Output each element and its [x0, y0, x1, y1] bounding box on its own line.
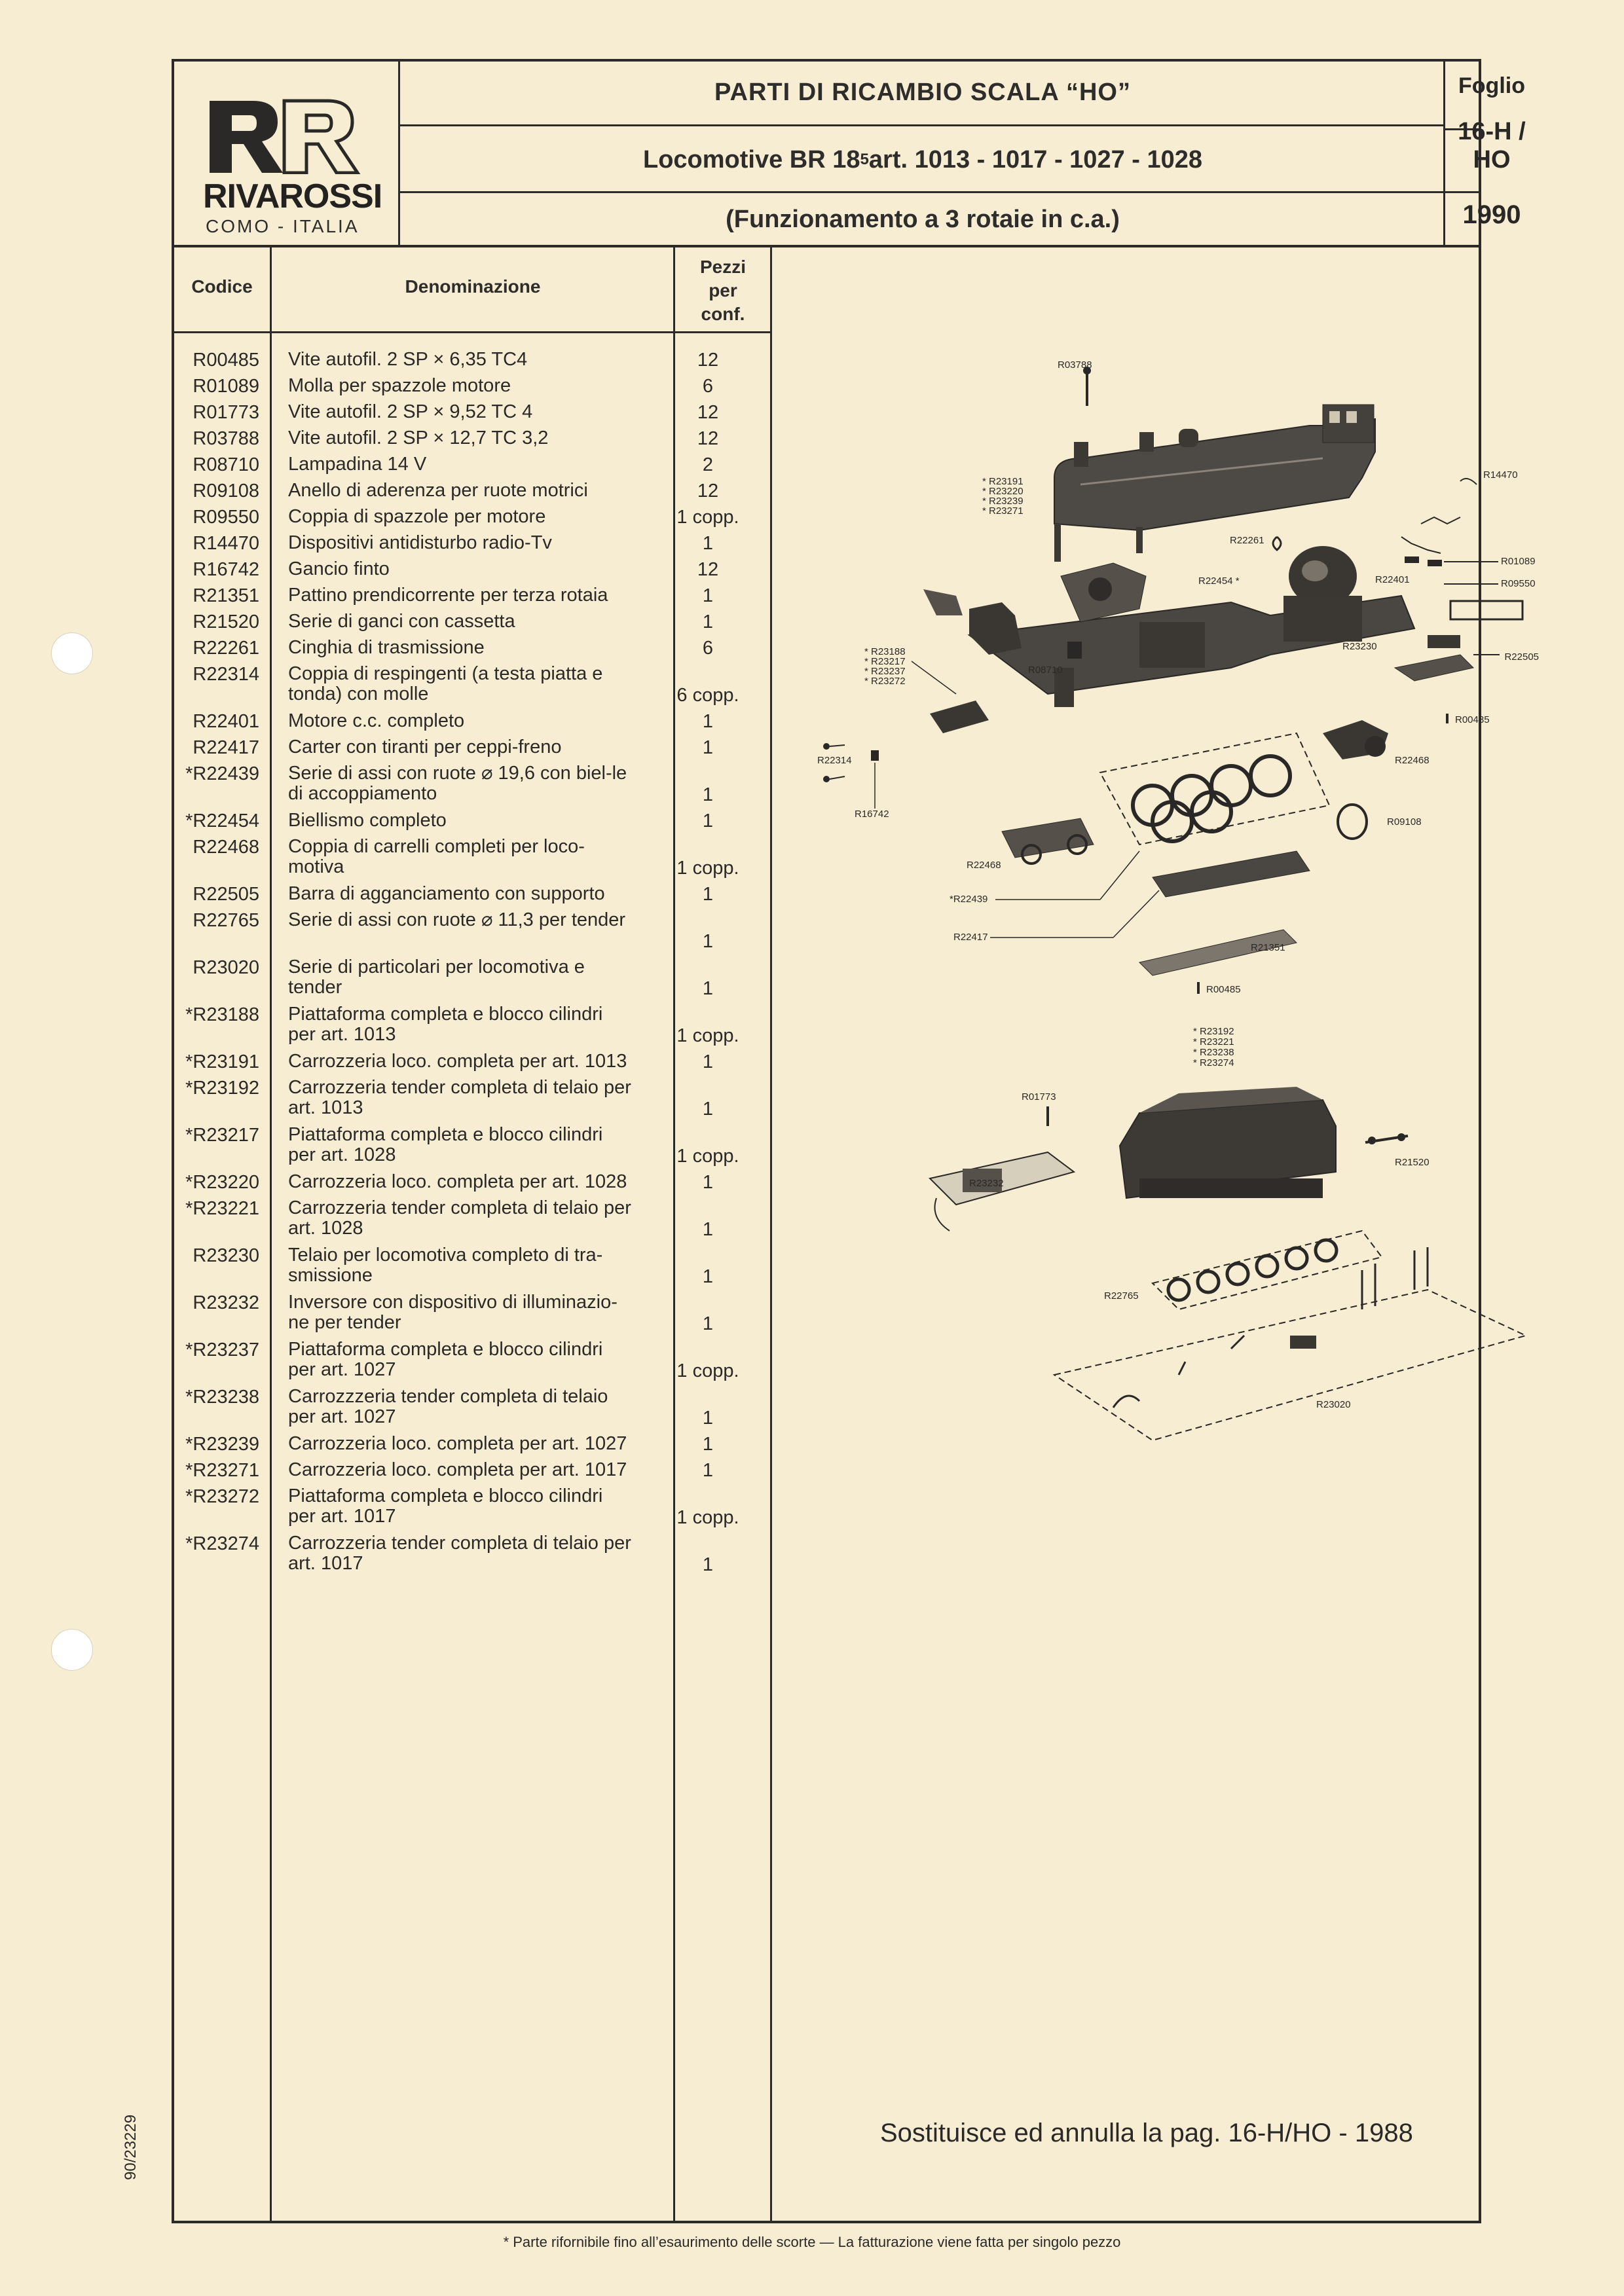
part-quantity: 1 copp. [676, 858, 739, 879]
leader-line [1100, 851, 1139, 900]
tender-body-icon [1120, 1087, 1336, 1198]
subtitle-rest: art. 1013 - 1017 - 1027 - 1028 [868, 145, 1203, 173]
label-R22765: R22765 [1104, 1290, 1139, 1302]
label-R09550: R09550 [1501, 578, 1536, 589]
label-R22468-b: R22468 [967, 860, 1001, 871]
leader-line [1113, 890, 1159, 938]
cylinder-block-icon [923, 589, 1022, 655]
part-quantity: 1 [702, 1460, 714, 1481]
part-quantity: 6 [702, 376, 714, 397]
label-R22505: R22505 [1504, 651, 1539, 663]
dummy-hook-R16742-icon [871, 750, 879, 761]
part-code: R23232 [193, 1292, 259, 1313]
part-quantity: 1 [702, 585, 714, 606]
label-plat-group-3: * R23237 [864, 666, 906, 677]
part-code: *R23217 [185, 1125, 259, 1146]
drive-wheels-R22439-icon [1100, 733, 1329, 845]
part-quantity: 1 copp. [676, 1507, 739, 1528]
label-loco-group-3: * R23239 [982, 496, 1024, 507]
footnote: * Parte rifornibile fino all’esaurimento delle scorte — La fatturazione viene fatta per singolo pezzo [503, 2234, 1121, 2250]
part-quantity: 1 [702, 1099, 714, 1120]
replacement-note: Sostituisce ed annulla la pag. 16-H/HO - 1988 [880, 2119, 1413, 2147]
label-R22439: *R22439 [950, 894, 988, 905]
sheet-label: Foglio [1458, 73, 1525, 98]
part-quantity: 1 [702, 711, 714, 732]
label-plat-group-1: * R23188 [864, 646, 906, 657]
part-code: R23230 [193, 1245, 259, 1266]
header-divider [398, 124, 1443, 126]
part-code: R08710 [193, 454, 259, 475]
part-code: R01773 [193, 402, 259, 423]
part-quantity: 12 [697, 350, 719, 371]
part-code: R22468 [193, 837, 259, 858]
sheet-year: 1990 [1462, 200, 1521, 229]
part-code: R21351 [193, 585, 259, 606]
label-loco-group-2: * R23220 [982, 486, 1024, 497]
part-code: R21520 [193, 611, 259, 632]
part-quantity: 6 copp. [676, 685, 739, 706]
part-quantity: 1 copp. [676, 507, 739, 528]
brush-holder-icon [1450, 601, 1522, 619]
page-subtitle [401, 128, 1445, 191]
label-R22454: R22454 * [1198, 575, 1240, 587]
part-code: *R23192 [185, 1078, 259, 1099]
part-quantity: 12 [697, 428, 719, 449]
part-description: Serie di ganci con cassetta [288, 611, 515, 632]
pilot-truck-icon [930, 701, 989, 733]
part-code: R09108 [193, 481, 259, 501]
header-divider [398, 59, 400, 247]
punch-hole-bottom [51, 1629, 93, 1671]
locomotive-body-icon [1054, 405, 1375, 562]
part-code: R22314 [193, 664, 259, 685]
part-quantity: 6 [702, 638, 714, 659]
table-column-divider [770, 247, 772, 2223]
part-code: *R23237 [185, 1339, 259, 1360]
label-R00485-b: R00485 [1206, 984, 1241, 995]
part-quantity: 1 [702, 737, 714, 758]
label-R23020: R23020 [1316, 1399, 1351, 1410]
part-description: Serie di assi con ruote ⌀ 19,6 con biel-le di accoppiamento [288, 763, 627, 804]
couplings-R21520-icon [1365, 1133, 1408, 1144]
part-quantity: 12 [697, 559, 719, 580]
part-code: R00485 [193, 350, 259, 371]
label-loco-group-4: * R23271 [982, 505, 1024, 517]
part-code: R16742 [193, 559, 259, 580]
part-code: *R23238 [185, 1387, 259, 1408]
label-R21351: R21351 [1251, 942, 1285, 953]
part-description: Piattaforma completa e blocco cilindri per art. 1013 [288, 1004, 603, 1045]
part-description: Vite autofil. 2 SP × 12,7 TC 3,2 [288, 428, 549, 448]
gear-assembly-icon [1061, 563, 1146, 622]
rear-truck-icon [1323, 720, 1388, 759]
part-description: Carrozzeria loco. completa per art. 1028 [288, 1171, 627, 1192]
part-code: R23020 [193, 957, 259, 978]
part-quantity: 1 [702, 1172, 714, 1193]
label-R22314: R22314 [817, 755, 852, 766]
part-quantity: 1 [702, 1051, 714, 1072]
part-quantity: 1 [702, 1313, 714, 1334]
part-code: *R23271 [185, 1460, 259, 1481]
label-R16742: R16742 [855, 809, 889, 820]
part-code: R22417 [193, 737, 259, 758]
part-quantity: 1 [702, 811, 714, 831]
part-code: R09550 [193, 507, 259, 528]
traction-tyre-R09108-icon [1338, 805, 1367, 839]
part-description: Piattaforma completa e blocco cilindri per art. 1017 [288, 1485, 603, 1527]
brand-name: RIVAROSSI [203, 177, 382, 215]
part-quantity: 1 [702, 611, 714, 632]
part-description: Carrozzeria tender completa di telaio per art. 1013 [288, 1077, 631, 1118]
part-description: Biellismo completo [288, 810, 447, 831]
label-tender-group-2: * R23221 [1193, 1036, 1234, 1048]
label-R21520: R21520 [1395, 1157, 1430, 1168]
tender-wheels-R22765-icon [1153, 1231, 1382, 1309]
column-header-quantity [676, 255, 770, 326]
part-quantity: 1 [702, 784, 714, 805]
part-code: *R23221 [185, 1198, 259, 1219]
label-R23232: R23232 [969, 1178, 1004, 1189]
part-code: *R23191 [185, 1051, 259, 1072]
subtitle-superscript: 5 [860, 151, 869, 168]
part-quantity: 1 [702, 533, 714, 554]
leader-line [912, 661, 956, 694]
label-tender-group-4: * R23274 [1193, 1057, 1234, 1068]
part-quantity: 1 [702, 1434, 714, 1455]
sheet-number: 16-H / HO [1458, 118, 1526, 173]
belt-R22261-icon [1273, 537, 1281, 550]
table-header-rule [172, 331, 771, 333]
part-code: R03788 [193, 428, 259, 449]
part-description: Inversore con dispositivo di illuminazio-ne per tender [288, 1292, 618, 1333]
header-bottom-rule [172, 245, 1481, 247]
part-description: Carter con tiranti per ceppi-freno [288, 737, 562, 757]
label-R01089: R01089 [1501, 556, 1536, 567]
document-code: 90/23229 [122, 2114, 139, 2180]
part-quantity: 1 copp. [676, 1146, 739, 1167]
subtitle-main: Locomotive BR 18 [642, 145, 860, 173]
part-description: Carrozzeria loco. completa per art. 1017 [288, 1459, 627, 1480]
part-quantity: 2 [702, 454, 714, 475]
part-quantity: 1 [702, 978, 714, 999]
part-quantity: 1 [702, 1219, 714, 1240]
label-R01773: R01773 [1022, 1091, 1056, 1102]
part-quantity: 12 [697, 402, 719, 423]
part-quantity: 1 copp. [676, 1360, 739, 1381]
qty-header-line-1: Pezzi [699, 257, 747, 277]
part-description: Pattino prendicorrente per terza rotaia [288, 585, 608, 606]
part-quantity: 12 [697, 481, 719, 501]
part-code: R22261 [193, 638, 259, 659]
part-description: Dispositivi antidisturbo radio-Tv [288, 532, 552, 553]
part-code: R14470 [193, 533, 259, 554]
punch-hole-top [51, 632, 93, 674]
qty-header-line-3: conf. [701, 304, 745, 324]
part-description: Motore c.c. completo [288, 710, 465, 731]
accessories-R23020-icon [1054, 1247, 1526, 1440]
part-quantity: 1 [702, 1554, 714, 1575]
part-description: Carrozzeria loco. completa per art. 1013 [288, 1051, 627, 1072]
part-code: *R22439 [185, 763, 259, 784]
part-code: *R23220 [185, 1172, 259, 1193]
table-column-divider [270, 247, 272, 2223]
part-description: Coppia di spazzole per motore [288, 506, 546, 527]
page-title: PARTI DI RICAMBIO SCALA “HO” [714, 78, 1131, 106]
part-description: Coppia di carrelli completi per loco-motiva [288, 836, 585, 877]
part-description: Coppia di respingenti (a testa piatta e tonda) con molle [288, 663, 603, 704]
column-header-code: Codice [191, 276, 253, 297]
label-loco-group-1: * R23191 [982, 476, 1024, 487]
part-description: Vite autofil. 2 SP × 9,52 TC 4 [288, 401, 533, 422]
brand-logo-block [174, 62, 398, 245]
part-description: Vite autofil. 2 SP × 6,35 TC4 [288, 349, 528, 370]
part-code: *R22454 [185, 811, 259, 831]
part-quantity: 1 [702, 931, 714, 952]
part-description: Carrozzeria loco. completa per art. 1027 [288, 1433, 627, 1454]
column-header-description: Denominazione [405, 276, 541, 297]
part-description: Cinghia di trasmissione [288, 637, 485, 658]
qty-header-line-2: per [709, 280, 737, 301]
page-subtitle-2: (Funzionamento a 3 rotaie in c.a.) [726, 205, 1120, 233]
part-description: Barra di agganciamento con supporto [288, 883, 605, 904]
part-description: Lampadina 14 V [288, 454, 427, 475]
part-description: Carrozzeria tender completa di telaio per art. 1017 [288, 1533, 631, 1574]
part-description: Piattaforma completa e blocco cilindri per art. 1027 [288, 1339, 603, 1380]
part-code: *R23274 [185, 1533, 259, 1554]
label-tender-group-1: * R23192 [1193, 1026, 1234, 1037]
part-description: Molla per spazzole motore [288, 375, 511, 396]
rivarossi-rr-logo-icon [206, 96, 369, 174]
part-description: Carrozzzeria tender completa di telaio per art. 1027 [288, 1386, 608, 1427]
lamp-R08710-icon [1067, 642, 1082, 659]
label-R22468-a: R22468 [1395, 755, 1430, 766]
label-R23230: R23230 [1342, 641, 1377, 652]
part-description: Gancio finto [288, 558, 390, 579]
label-R14470: R14470 [1483, 469, 1518, 481]
part-code: *R23239 [185, 1434, 259, 1455]
label-R22417: R22417 [953, 932, 988, 943]
part-description: Telaio per locomotiva completo di tra-smissione [288, 1245, 603, 1286]
header-divider [398, 191, 1480, 193]
label-plat-group-4: * R23272 [864, 676, 906, 687]
label-R03788: R03788 [1058, 359, 1092, 371]
part-quantity: 1 [702, 884, 714, 905]
label-R22261: R22261 [1230, 535, 1264, 546]
radio-suppressor-icon [1460, 479, 1477, 484]
label-tender-group-3: * R23238 [1193, 1047, 1234, 1058]
part-description: Serie di assi con ruote ⌀ 11,3 per tender [288, 909, 626, 930]
part-description: Piattaforma completa e blocco cilindri per art. 1028 [288, 1124, 603, 1165]
part-code: *R23272 [185, 1486, 259, 1507]
part-code: R22505 [193, 884, 259, 905]
bogie-R22468-icon [1002, 818, 1094, 864]
part-description: Carrozzeria tender completa di telaio per art. 1028 [288, 1197, 631, 1239]
label-R00485-a: R00485 [1455, 714, 1490, 725]
exploded-parts-diagram [773, 327, 1539, 1493]
label-R09108: R09108 [1387, 816, 1422, 828]
label-R08710: R08710 [1028, 665, 1063, 676]
part-quantity: 1 [702, 1408, 714, 1429]
part-description: Anello di aderenza per ruote motrici [288, 480, 588, 501]
brake-carter-R22417-icon [1153, 851, 1310, 897]
brand-location: COMO - ITALIA [206, 216, 360, 236]
part-code: R22765 [193, 910, 259, 931]
brushes-icon [1401, 517, 1460, 566]
part-quantity: 1 [702, 1266, 714, 1287]
part-description: Serie di particolari per locomotiva e tender [288, 957, 585, 998]
part-code: *R23188 [185, 1004, 259, 1025]
label-R22401: R22401 [1375, 574, 1410, 585]
part-code: R22401 [193, 711, 259, 732]
part-quantity: 1 copp. [676, 1025, 739, 1046]
part-code: R01089 [193, 376, 259, 397]
coupler-bar-icon [1395, 635, 1473, 681]
reverser-R23232-icon [930, 1152, 1074, 1231]
label-plat-group-2: * R23217 [864, 656, 906, 667]
